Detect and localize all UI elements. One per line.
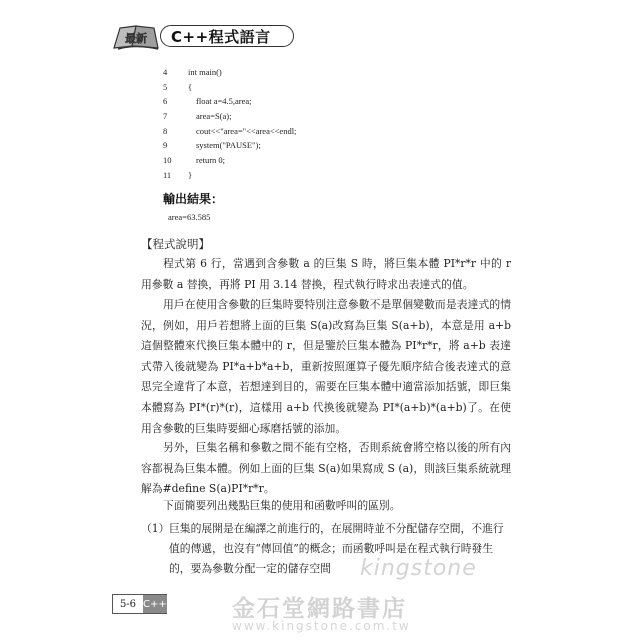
- code-text: area=S(a);: [196, 111, 232, 122]
- output-title: 輸出結果：: [163, 192, 224, 206]
- line-number: 8: [163, 125, 168, 136]
- line-number: 5: [163, 81, 168, 92]
- line-number: 9: [163, 140, 168, 151]
- store-url-watermark: www.kingstone.com.tw: [232, 619, 411, 633]
- section-heading: 【程式說明】: [141, 237, 210, 251]
- paragraph-1: 程式第 6 行，當遇到含參數 a 的巨集 S 時，將巨集本體 PI*r*r 中的 r 用參數 a 替換，再將 PI 用 3.14 替換，程式執行時求出表達式的值。: [141, 257, 511, 291]
- paragraph-2: 用戶在使用含參數的巨集時要特別注意參數不是單個變數而是表達式的情況，例如，用戶若想將上面的巨集 S(a)改寫為巨集 S(a+b)，本意是用 a+b 這個整體來代換巨集本體中的 r，但是鑒於巨集本體為 PI*r*r，將 a+b 表達式帶入後就變為 PI*a+b*a+b，重新按照運算子優先順序結合後表達式的意思完全違背了本意，若想達到目的，需要在巨集本體中適當添加括號，即巨集本體寫為 PI*(r)*(r)，這樣用 a+b 代換後就變為 PI*(a+b)*(a+b)了。在使用含參數的巨集時要細心琢磨括號的添加。: [141, 298, 511, 435]
- list-text: 巨集的展開是在編譯之前進行的，在展開時並不分配儲存空間，不進行值的傳遞，也沒有“傳回值”的概念；而函數呼叫是在程式執行時發生的，要為參數分配一定的儲存空間: [169, 522, 504, 575]
- book-logo-icon: [112, 22, 162, 52]
- output-value: area=63.585: [168, 212, 211, 222]
- code-text: cout<<"area="<<area<<endl;: [196, 125, 297, 136]
- footer-language-tag: C++: [143, 595, 167, 613]
- list-number: （1）: [141, 522, 170, 535]
- paragraph-4: 下面簡要列出幾點巨集的使用和函數呼叫的區別。: [163, 499, 401, 512]
- page-number: 5-6: [113, 595, 143, 613]
- store-watermark: 金石堂網路書店: [232, 595, 407, 622]
- code-text: float a=4.5,area;: [196, 96, 252, 107]
- code-text: int main(): [188, 67, 222, 77]
- line-number: 11: [163, 169, 172, 180]
- line-number: 10: [163, 155, 172, 166]
- code-text: }: [188, 169, 193, 180]
- line-number: 4: [163, 67, 168, 77]
- code-text: system("PAUSE");: [196, 140, 261, 151]
- watermark-text: kingstone: [360, 556, 477, 581]
- logo-text: 最新: [125, 32, 147, 45]
- page-number-box: [112, 594, 167, 614]
- paragraph-3: 另外，巨集名稱和參數之間不能有空格，否則系統會將空格以後的所有內容都視為巨集本體。例如上面的巨集 S(a)如果寫成 S (a)，則該巨集系統就理解為#define S(a)PI*r*r。: [141, 441, 511, 496]
- code-text: {: [188, 81, 193, 92]
- page-header: [112, 22, 300, 52]
- code-text: return 0;: [196, 155, 226, 166]
- chapter-title-box: [160, 25, 294, 47]
- line-number: 7: [163, 111, 168, 122]
- book-title: C++程式語言: [171, 27, 271, 46]
- line-number: 6: [163, 96, 168, 107]
